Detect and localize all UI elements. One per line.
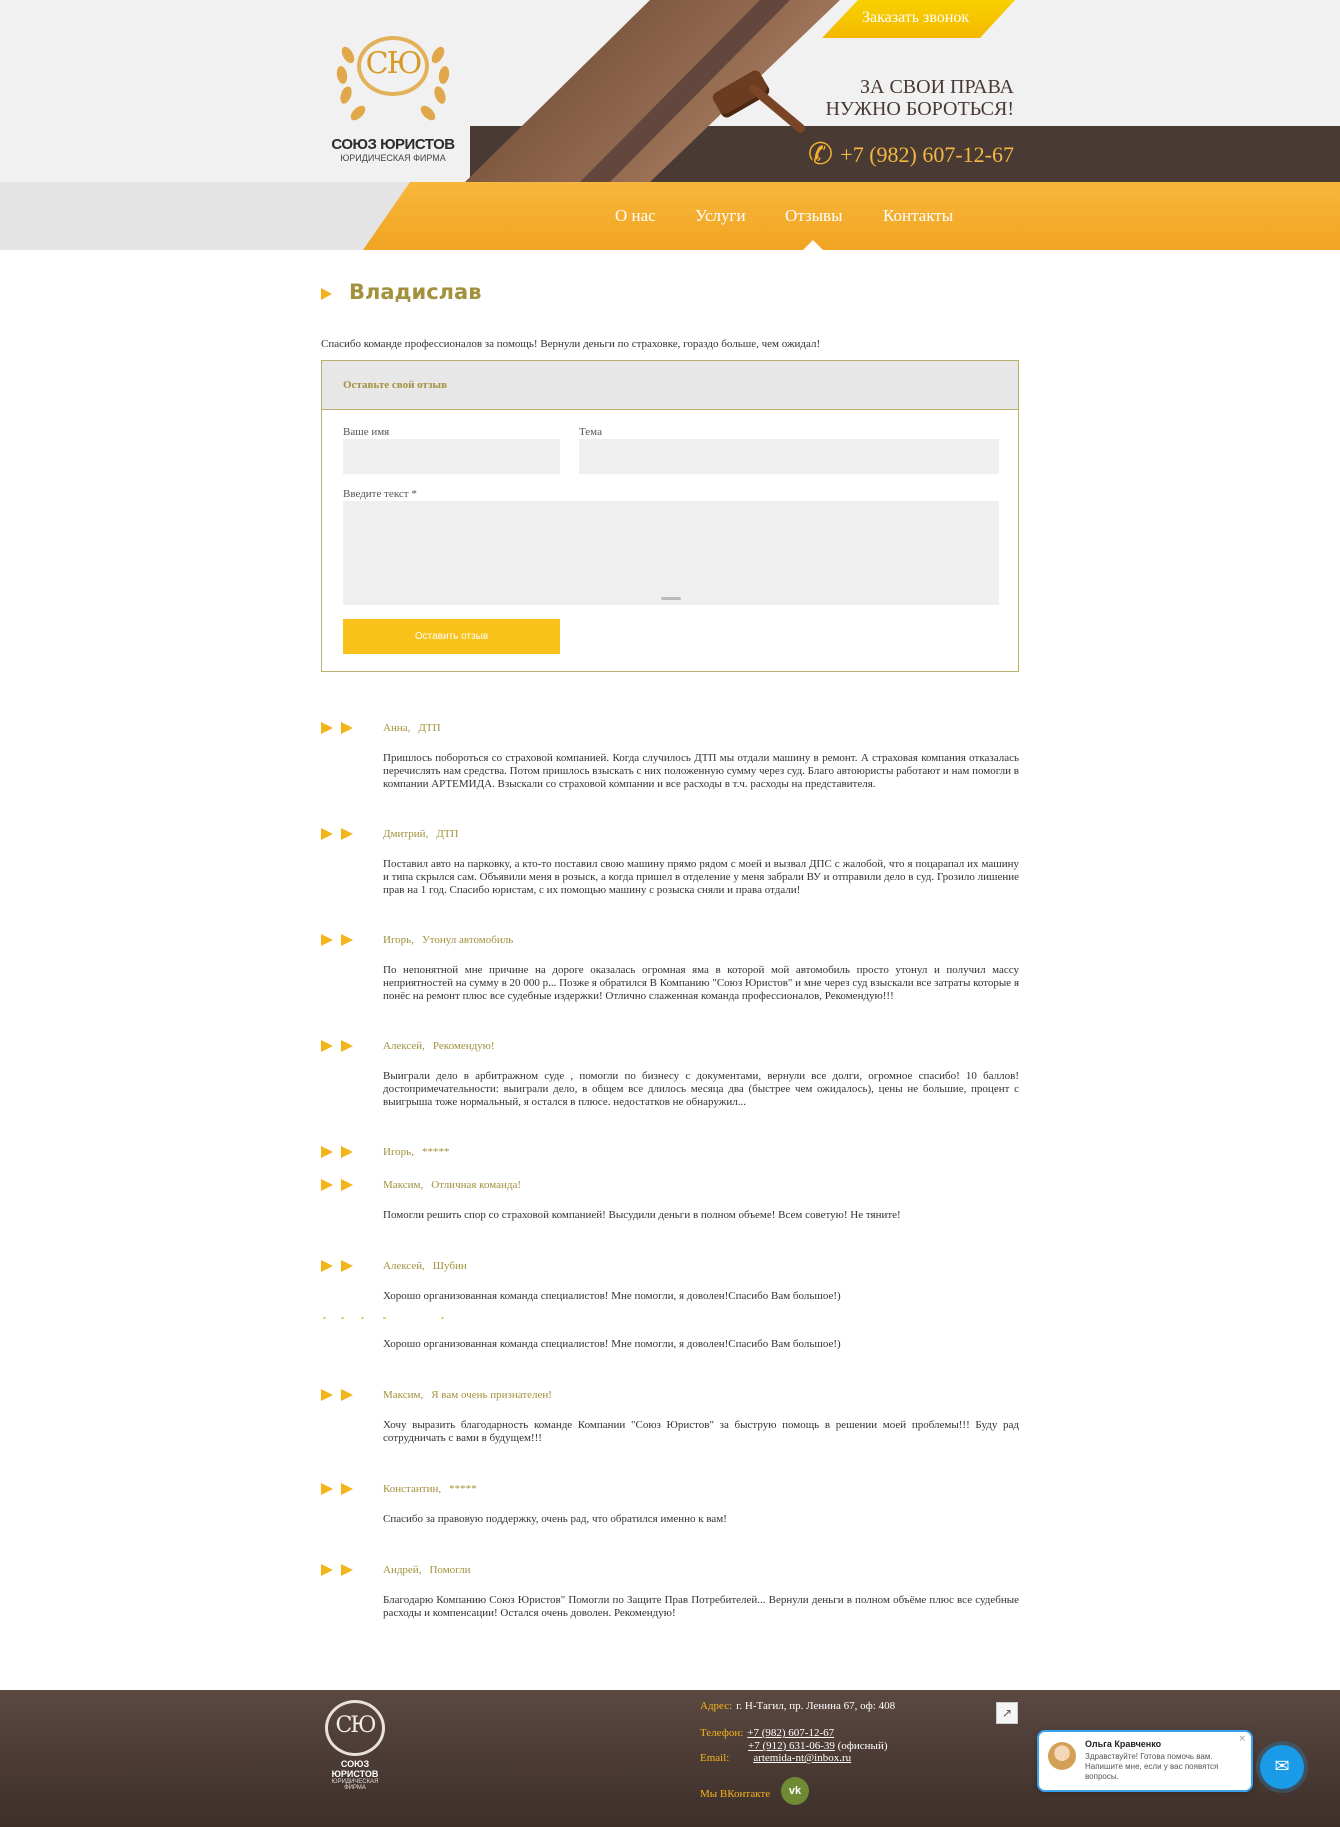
review-textarea[interactable] xyxy=(343,501,999,605)
review-topic: Отличная команда! xyxy=(431,1179,522,1191)
footer-phone-1[interactable]: +7 (982) 607-12-67 xyxy=(747,1727,835,1739)
review-header xyxy=(383,1260,467,1272)
site-logo[interactable] xyxy=(328,16,458,164)
footer-email xyxy=(700,1752,851,1764)
chat-message: Здравствуйте! Готова помочь вам. Напишите мне, если у вас появятся вопросы. xyxy=(1085,1752,1219,1781)
footer-logo-name: СОЮЗ ЮРИСТОВ xyxy=(331,1759,379,1779)
chat-bubble[interactable] xyxy=(1037,1730,1253,1792)
chat-agent-name: Ольга Кравченко xyxy=(1085,1739,1162,1749)
review-text: Спасибо за правовую поддержку, очень рад, что обратился именно к вам! xyxy=(383,1513,727,1525)
review-arrows-icon xyxy=(321,1260,361,1274)
nav-item-contacts[interactable]: Контакты xyxy=(883,206,954,225)
review-author: Максим, xyxy=(383,1389,424,1401)
review-author: Алексей, xyxy=(383,1260,425,1272)
review-topic: Я вам очень признателен! xyxy=(431,1389,552,1401)
chat-icon: ✉ xyxy=(1274,1756,1290,1777)
avatar xyxy=(1048,1742,1076,1770)
review-header xyxy=(383,1040,495,1052)
page-title: Владислав xyxy=(349,280,482,304)
review-topic: Утонул автомобиль xyxy=(421,934,514,946)
arrow-up-right-icon[interactable]: ↗ xyxy=(996,1702,1018,1724)
footer-phone-2-note: (офисный) xyxy=(837,1740,888,1752)
review-form xyxy=(321,360,1019,672)
review-author: Игорь, xyxy=(383,934,414,946)
close-icon[interactable]: × xyxy=(1238,1734,1246,1744)
review-arrows-icon xyxy=(321,1146,361,1160)
footer-logo-subtitle: ЮРИДИЧЕСКАЯ ФИРМА xyxy=(331,1779,379,1791)
review-author: Игорь, xyxy=(383,1146,414,1158)
review-text: Выиграли дело в арбитражном суде , помогли по бизнесу с документами, вернули все долги, огромное спасибо! 10 баллов! достопримечательности: выиграли дело, в общем все длилось месяца два (быстрее чем ожидалось), цены не большие, процент с выигрыша тоже нормальный, я остался в плюсе. недостатков не обнаружил... xyxy=(383,1070,1019,1108)
logo-name: СОЮЗ ЮРИСТОВ xyxy=(331,136,455,153)
nav-item-about[interactable]: О нас xyxy=(615,206,656,225)
chat-open-button[interactable] xyxy=(1260,1745,1304,1789)
review-text: Благодарю Компанию Союз Юристов" Помогли по Защите Прав Потребителей... Вернули деньги в полном объёме плюс все судебные расходы и компенсации! Остался очень доволен. Рекомендую! xyxy=(383,1594,1019,1619)
review-text: Хочу выразить благодарность команде Компании "Союз Юристов" за быструю помощь в решении моей проблемы!!! Буду рад сотрудничать с вами в будущем!!! xyxy=(383,1419,1019,1444)
header-phone[interactable] xyxy=(808,138,1014,172)
review-topic: Помогли xyxy=(429,1564,471,1576)
footer-phone-secondary xyxy=(748,1740,888,1752)
review-header xyxy=(383,722,441,734)
footer-phone xyxy=(700,1727,834,1739)
review-arrows-icon xyxy=(321,1389,361,1403)
footer-phone-2[interactable]: +7 (912) 631-06-39 xyxy=(748,1740,835,1752)
footer-email-label: Email: xyxy=(700,1752,730,1764)
review-author: Дмитрий, xyxy=(383,828,429,840)
footer-logo[interactable] xyxy=(320,1700,390,1791)
review-text: Поставил авто на парковку, а кто-то поставил свою машину прямо рядом с моей и вызвал ДПС с жалобой, что я поцарапал их машину и типа скрылся сам. Объявили меня в розыск, а когда пришел в отделение у меня забрали ВУ и отправили дело в суд. Грозило лишение прав на 1 год. Спасибо юристам, с их помощью машину с розыска сняли и права отдали! xyxy=(383,858,1019,896)
review-form-title: Оставьте свой отзыв xyxy=(343,379,448,391)
footer-address-label: Адрес: xyxy=(700,1700,733,1712)
review-header xyxy=(383,1179,521,1191)
review-text: Пришлось побороться со страховой компанией. Когда случилось ДТП мы отдали машину в ремонт. А страховая компания отказалась перечислять нам средства. Потом пришлось взыскать с них положенную сумму через суд. Благо автоюристы работают и нам помогли в компании АРТЕМИДА. Взыскали со страховой компании и все расходы в т.ч. расходы на представителя. xyxy=(383,752,1019,790)
slogan-line-1: ЗА СВОИ ПРАВА xyxy=(859,76,1014,98)
page-lead: Спасибо команде профессионалов за помощь! Вернули деньги по страховке, гораздо больше, чем ожидал! xyxy=(321,338,821,350)
logo-mark: СЮ xyxy=(365,46,421,81)
review-header xyxy=(383,1564,470,1576)
review-arrows-icon xyxy=(321,1040,361,1054)
review-topic: Рекомендую! xyxy=(432,1040,495,1052)
name-input[interactable] xyxy=(343,439,560,474)
logo-subtitle: ЮРИДИЧЕСКАЯ ФИРМА xyxy=(340,153,446,163)
submit-review-button[interactable]: Оставить отзыв xyxy=(343,619,560,654)
name-label: Ваше имя xyxy=(343,426,390,438)
text-label: Введите текст * xyxy=(343,488,417,500)
footer-logo-mark: СЮ xyxy=(335,1713,375,1738)
review-text: Хорошо организованная команда специалистов! Мне помогли, я доволен!Спасибо Вам большое!) xyxy=(383,1338,841,1350)
review-arrows-icon xyxy=(321,1179,361,1193)
title-arrow-icon xyxy=(321,288,332,300)
textarea-resize-handle[interactable] xyxy=(661,597,681,600)
review-header xyxy=(383,1146,449,1158)
topic-input[interactable] xyxy=(579,439,999,474)
review-header xyxy=(383,934,513,946)
review-header xyxy=(383,1389,552,1401)
nav-active-pointer xyxy=(803,240,823,250)
topic-label: Тема xyxy=(579,426,602,438)
review-text: Помогли решить спор со страховой компанией! Высудили деньги в полном объеме! Всем советую! Не тяните! xyxy=(383,1209,901,1221)
review-author: Алексей, xyxy=(383,1040,425,1052)
review-author: Максим, xyxy=(383,1179,424,1191)
nav-item-reviews[interactable]: Отзывы xyxy=(785,206,843,225)
review-arrows-icon xyxy=(321,722,361,736)
review-header xyxy=(383,1483,477,1495)
review-topic: ДТП xyxy=(418,722,441,734)
review-author: Константин, xyxy=(383,1483,442,1495)
review-topic: ***** xyxy=(449,1483,477,1495)
logo-wreath-icon xyxy=(335,16,451,128)
review-author: Андрей, xyxy=(383,1564,422,1576)
phone-icon: ✆ xyxy=(808,137,834,172)
nav-item-services[interactable]: Услуги xyxy=(695,206,746,225)
review-topic: ***** xyxy=(421,1146,450,1158)
main-nav xyxy=(0,182,1340,250)
review-author: Анна, xyxy=(383,722,411,734)
footer-phone-label: Телефон: xyxy=(700,1727,744,1739)
review-separator xyxy=(321,1317,471,1320)
vk-icon[interactable]: vk xyxy=(781,1777,809,1805)
footer-logo-ring-icon xyxy=(325,1700,385,1756)
review-text: По непонятной мне причине на дороге оказалась огромная яма в которой мой автомобиль просто утонул и получил массу неприятностей на сумму в 20 000 р... Позже я обратился В Компанию "Союз Юристов" и мне через суд взыскали все затраты которые я понёс на ремонт плюс все судебные издержки! Отлично слаженная команда профессионалов, Рекомендую!!! xyxy=(383,964,1019,1002)
footer-address-value: г. Н-Тагил, пр. Ленина 67, оф: 408 xyxy=(736,1700,896,1712)
review-arrows-icon xyxy=(321,934,361,948)
review-text: Хорошо организованная команда специалистов! Мне помогли, я доволен!Спасибо Вам большое!) xyxy=(383,1290,841,1302)
review-topic: Шубин xyxy=(432,1260,467,1272)
review-form-header xyxy=(322,361,1018,410)
review-arrows-icon xyxy=(321,1564,361,1578)
review-header xyxy=(383,828,459,840)
review-arrows-icon xyxy=(321,828,361,842)
footer-address xyxy=(700,1700,895,1712)
review-topic: ДТП xyxy=(436,828,459,840)
footer-vk-label: Мы ВКонтакте xyxy=(700,1788,771,1800)
header-phone-number[interactable]: +7 (982) 607-12-67 xyxy=(840,142,1014,167)
review-arrows-icon xyxy=(321,1483,361,1497)
footer-email-link[interactable]: artemida-nt@inbox.ru xyxy=(753,1752,852,1764)
slogan-line-2: НУЖНО БОРОТЬСЯ! xyxy=(825,98,1014,120)
slogan xyxy=(790,76,1014,120)
call-button[interactable]: Заказать звонок xyxy=(862,9,970,26)
